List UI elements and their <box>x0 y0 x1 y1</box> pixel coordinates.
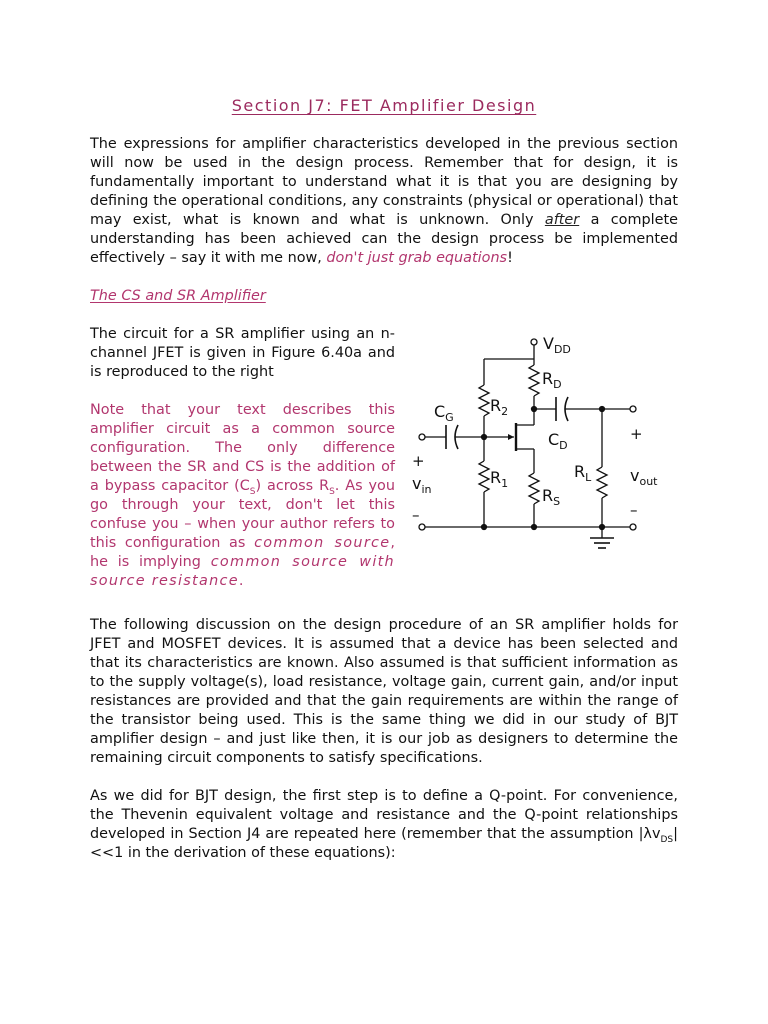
cg-label: $C_G$ <box>434 402 454 424</box>
note-sub-b: S <box>329 486 335 497</box>
intro-text-b: a complete understanding has been achieved can the design process be implemented effectively – say it with me now, <box>90 212 678 266</box>
intro-paragraph <box>90 135 678 268</box>
sr-amplifier-circuit-diagram <box>408 325 670 563</box>
rd-label: $R_D$ <box>542 369 562 391</box>
vout-minus-terminal <box>630 524 636 530</box>
vin-label: $v_{in}$ <box>412 474 432 496</box>
page-title: Section J7: FET Amplifier Design <box>231 96 537 115</box>
vin-minus-sign: – <box>412 506 420 524</box>
q-point-paragraph <box>90 787 678 863</box>
note-text-a: Note that your text describes this amplifier circuit as a common source configuration. The only difference between the SR and CS is the addition of a bypass capacitor (C <box>90 402 395 494</box>
circuit-intro: The circuit for a SR amplifier using an n-channel JFET is given in Figure 6.40a and is reproduced to the right <box>90 326 395 380</box>
vdd-terminal <box>531 339 537 345</box>
left-column <box>90 325 395 591</box>
vds-symbol: v <box>651 826 661 842</box>
intro-text-a: The expressions for amplifier characteristics developed in the previous section will now be used in the design process. Remember that for design, it is fundamentally important to understand what it is that you are designing by defining the operational conditions, any constraints (physical or operational) that may exist, what is known and what is unknown. Only <box>90 136 678 228</box>
vin-plus-terminal <box>419 434 425 440</box>
note-text-c: . As you go through your text, don't let this confuse you – when your author refers to this configuration as <box>90 478 395 551</box>
r2-label: $R_2$ <box>490 396 509 418</box>
intro-end: ! <box>507 250 513 266</box>
note-text-b: ) across R <box>255 478 330 494</box>
design-procedure-paragraph: The following discussion on the design procedure of an SR amplifier holds for JFET and MOSFET devices. It is assumed that a device has been selected and that its characteristics are known. Also assumed is that sufficient information as to the supply voltage(s), load resistance, voltage gain, current gain, and/or input resistances are provided and that the gain requirements are within the range of the transistor being used. This is the same thing we did in our study of BJT amplifier design – and just like then, it is our job as designers to determine the remaining circuit components to satisfy specifications. <box>90 617 678 766</box>
note-sub-a: S <box>249 486 256 497</box>
cd-label: $C_D$ <box>548 430 568 452</box>
lambda-symbol: λ <box>643 826 652 842</box>
vout-minus-sign: – <box>630 501 638 519</box>
r2-resistor <box>479 385 489 416</box>
vds-subscript: DS <box>660 834 674 845</box>
note-text-e: . <box>238 573 244 589</box>
note-common-source: common source <box>254 535 391 551</box>
vdd-label: $V_{DD}$ <box>543 334 571 356</box>
r1-label: $R_1$ <box>490 468 509 490</box>
note-paragraph <box>90 401 395 591</box>
vin-minus-terminal <box>419 524 425 530</box>
r1-resistor <box>479 461 489 492</box>
rl-label: $R_L$ <box>574 462 592 484</box>
jfet-gate-arrow <box>508 434 514 440</box>
vout-plus-terminal <box>630 406 636 412</box>
rs-resistor <box>529 473 539 504</box>
rl-resistor <box>597 467 607 498</box>
emphasis-after: after <box>544 212 580 228</box>
dont-grab-equations: don't just grab equations <box>326 250 508 266</box>
para4-text-b: |<<1 in the derivation of these equations): <box>90 826 678 861</box>
vin-plus-sign: + <box>412 452 425 470</box>
vout-label: $v_{out}$ <box>630 466 658 488</box>
para4-text-a: As we did for BJT design, the first step is to define a Q-point. For convenience, the Thevenin equivalent voltage and resistance and the Q-point relationships developed in Section J4 are repeated here (remember that the assumption | <box>90 788 678 842</box>
vout-plus-sign: + <box>630 425 643 443</box>
note-text-d: , he is implying <box>90 535 395 570</box>
note-cs-with-rs: common source with source resistance <box>90 554 395 589</box>
figure-row <box>90 325 678 597</box>
rd-resistor <box>529 365 539 396</box>
section-subheading: The CS and SR Amplifier <box>90 288 266 304</box>
rs-label: $R_S$ <box>542 486 561 508</box>
document-page <box>90 96 678 863</box>
